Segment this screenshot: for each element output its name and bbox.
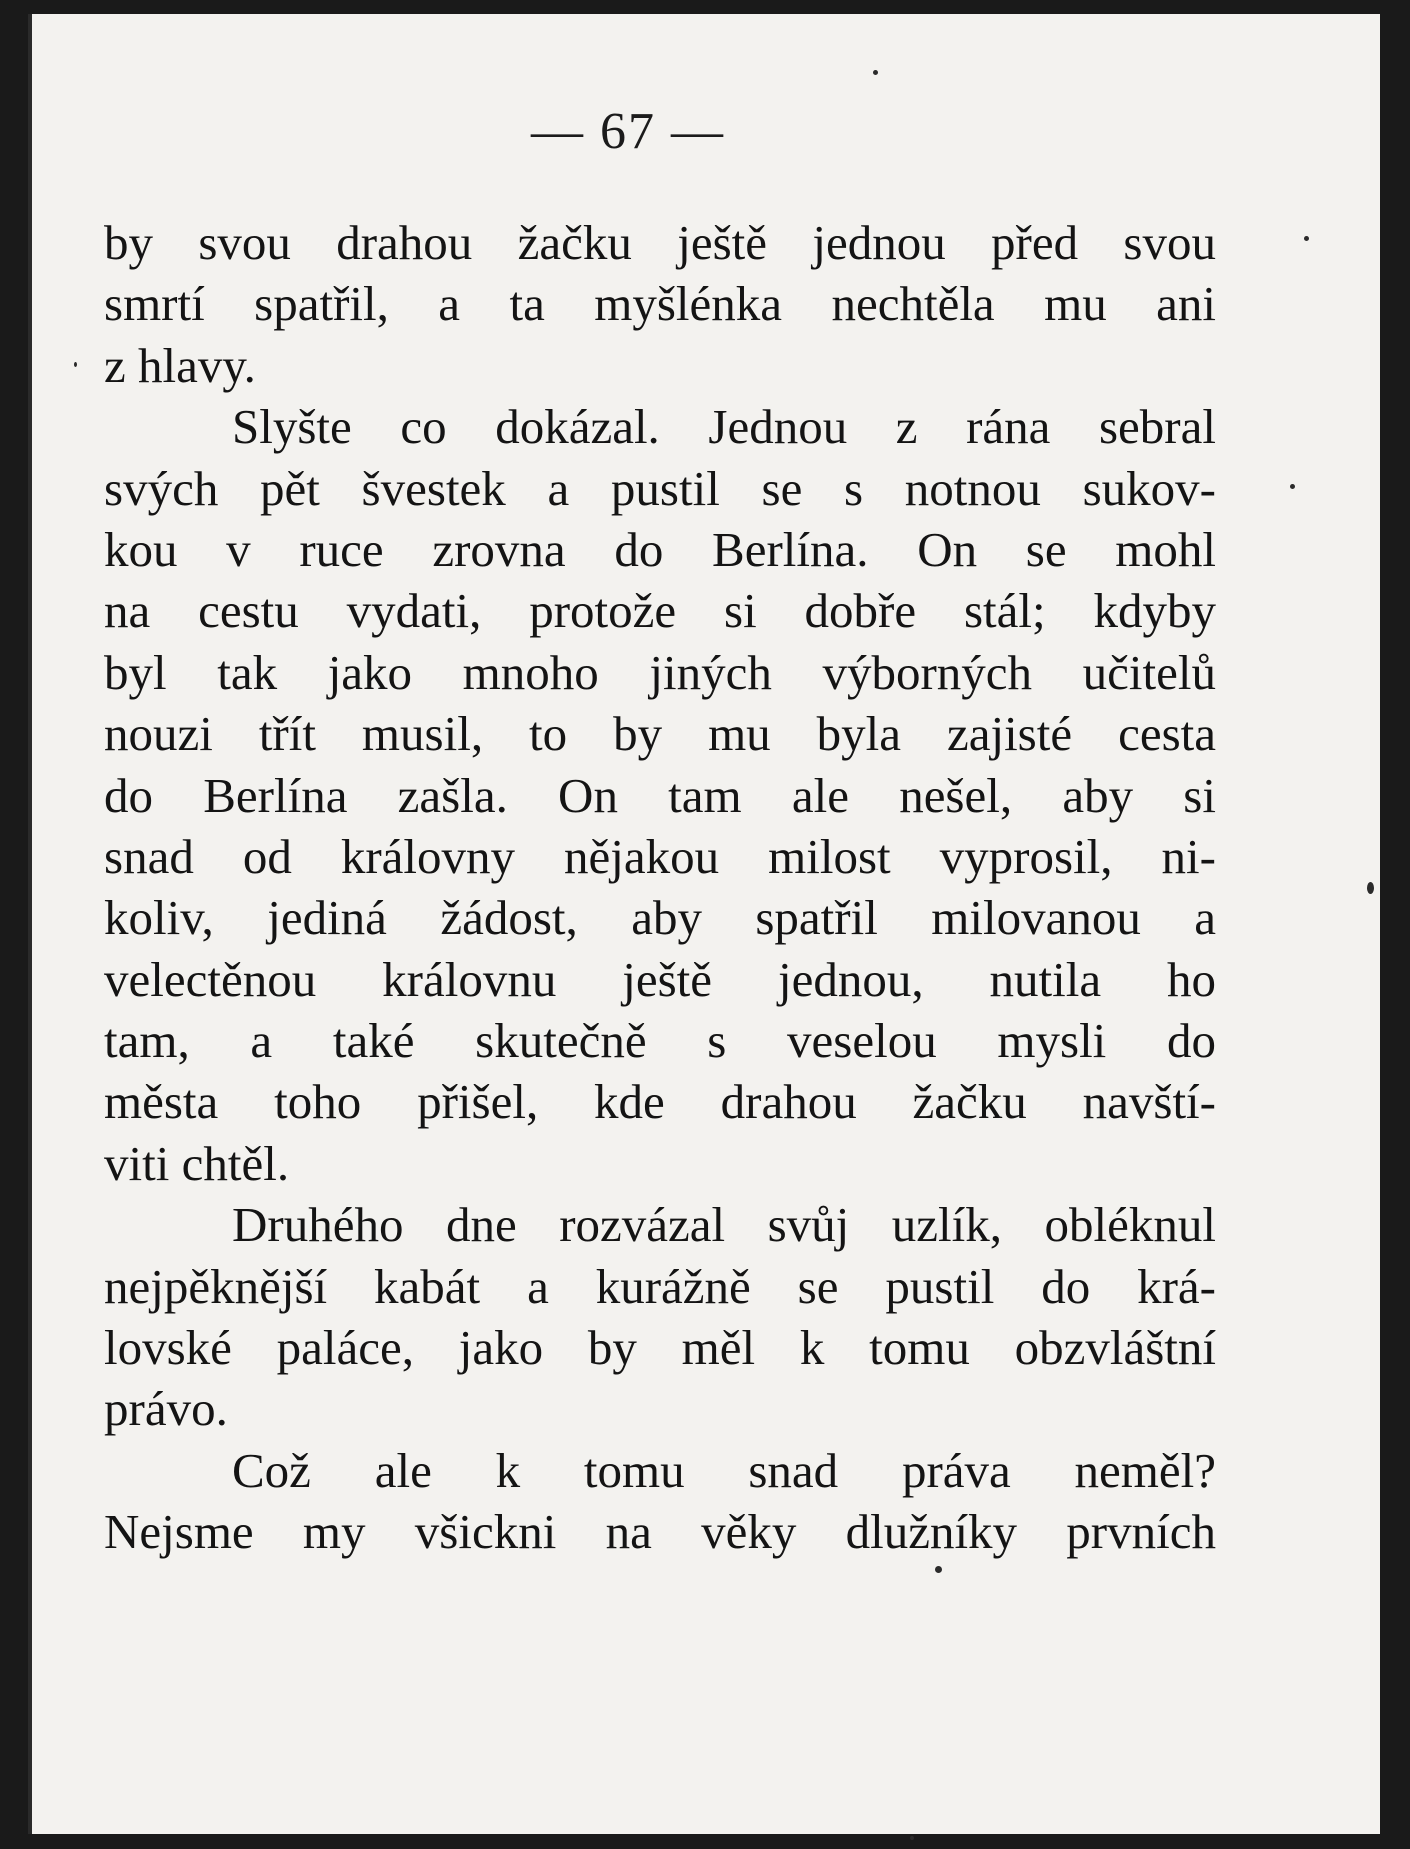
print-speck xyxy=(910,1836,914,1840)
print-speck xyxy=(873,70,878,75)
print-speck xyxy=(74,362,77,367)
body-text xyxy=(104,212,1216,1563)
text-line: nouzi třít musil, to by mu byla zajisté cesta xyxy=(104,706,1216,762)
page-number: — 67 — xyxy=(531,103,725,160)
print-speck xyxy=(1290,484,1295,489)
text-line: Což ale k tomu snad práva neměl? xyxy=(232,1442,1216,1498)
text-line: snad od královny nějakou milost vyprosil, ni- xyxy=(104,828,1216,884)
text-line: svých pět švestek a pustil se s notnou sukov- xyxy=(104,460,1216,516)
text-line: Slyšte co dokázal. Jednou z rána sebral xyxy=(232,399,1216,455)
text-line: byl tak jako mnoho jiných výborných učitelů xyxy=(104,644,1216,700)
text-line: z hlavy. xyxy=(104,337,256,393)
text-line: by svou drahou žačku ještě jednou před svou xyxy=(104,215,1216,270)
text-line: právo. xyxy=(104,1381,228,1437)
print-speck xyxy=(1367,882,1374,894)
text-line: Nejsme my všickni na věky dlužníky prvních xyxy=(104,1504,1216,1560)
text-line: viti chtěl. xyxy=(104,1135,290,1191)
text-line: velectěnou královnu ještě jednou, nutila ho xyxy=(104,951,1216,1007)
text-line: na cestu vydati, protože si dobře stál; kdyby xyxy=(104,583,1216,639)
print-speck xyxy=(935,1566,942,1573)
text-line: kou v ruce zrovna do Berlína. On se mohl xyxy=(104,521,1216,577)
text-line: města toho přišel, kde drahou žačku navští- xyxy=(104,1074,1216,1130)
text-line: lovské paláce, jako by měl k tomu obzvláštní xyxy=(104,1320,1216,1376)
text-line: smrtí spatřil, a ta myšlénka nechtěla mu ani xyxy=(104,276,1216,332)
print-speck xyxy=(1304,236,1309,241)
text-line: Druhého dne rozvázal svůj uzlík, obléknul xyxy=(232,1197,1216,1253)
book-page xyxy=(28,14,1380,1834)
text-line: nejpěknější kabát a kurážně se pustil do krá- xyxy=(104,1258,1216,1314)
text-line: tam, a také skutečně s veselou mysli do xyxy=(104,1013,1216,1069)
text-line: koliv, jediná žádost, aby spatřil milovanou a xyxy=(104,890,1216,946)
text-line: do Berlína zašla. On tam ale nešel, aby si xyxy=(104,767,1216,823)
